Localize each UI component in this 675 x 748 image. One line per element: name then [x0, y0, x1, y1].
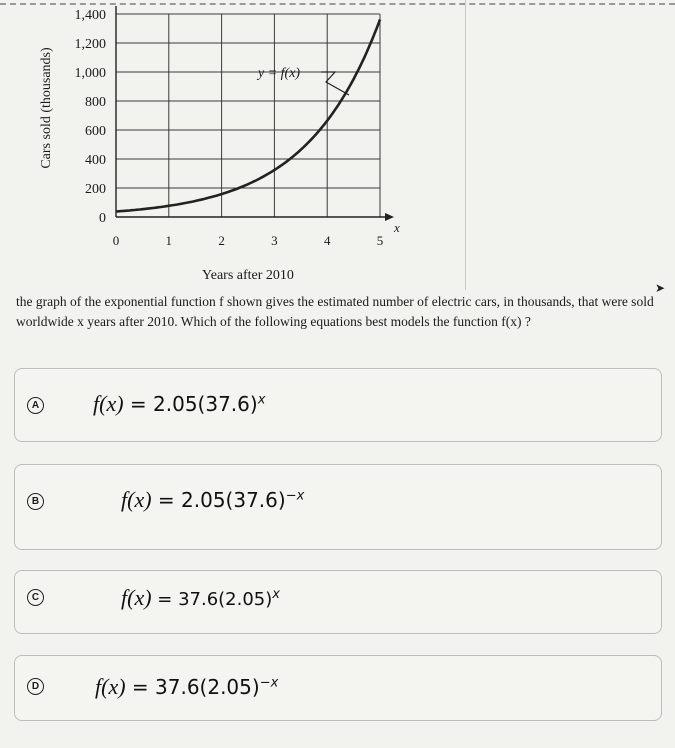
- y-tick-label: 1,000: [74, 66, 106, 81]
- curve-label: y = f(x): [258, 66, 301, 81]
- option-a-letter: A: [27, 397, 44, 414]
- x-axis-arrow: [385, 213, 394, 221]
- x-tick-labels: [113, 233, 384, 248]
- option-b[interactable]: [14, 464, 662, 550]
- y-axis-label: Cars sold (thousands): [39, 47, 54, 169]
- x-tick-label: 3: [271, 233, 278, 248]
- x-tick-label: 2: [218, 233, 225, 248]
- option-d-letter: D: [27, 678, 44, 695]
- option-a[interactable]: [14, 368, 662, 442]
- chart-axes: [116, 6, 394, 221]
- chart-grid: [116, 14, 380, 217]
- y-tick-label: 200: [85, 182, 106, 197]
- y-tick-label: 800: [85, 95, 106, 110]
- question-text: the graph of the exponential function f shown gives the estimated number of electric cars, in thousands, that were sold worldwide x years after 2010. Which of the following equations best models the function f(x) ?: [16, 294, 654, 329]
- y-tick-label: 1,400: [74, 8, 106, 23]
- x-tick-label: 0: [112, 233, 120, 248]
- option-c[interactable]: [14, 570, 662, 634]
- option-c-formula: $f(x) = 37.6(2.05)^x$: [121, 585, 280, 610]
- y-tick-labels: [75, 8, 107, 226]
- option-c-letter: C: [27, 589, 44, 606]
- series-line: [116, 20, 380, 212]
- x-tick-label: 5: [376, 233, 384, 248]
- x-tick-label: 1: [165, 233, 173, 248]
- option-d-formula: $f(x) = 37.6(2.05)^{-x}$: [95, 674, 279, 699]
- y-tick-label: 1,200: [74, 37, 106, 52]
- mouse-cursor-icon: ➤: [655, 281, 666, 295]
- option-a-formula: $f(x) = 2.05(37.6)^x$: [93, 391, 266, 416]
- option-b-formula: $f(x) = 2.05(37.6)^{-x}$: [121, 487, 305, 512]
- y-tick-label: 0: [99, 211, 106, 226]
- y-tick-label: 600: [85, 124, 106, 139]
- x-axis-symbol: x: [394, 220, 400, 235]
- option-b-letter: B: [27, 493, 44, 510]
- curve-label-pointer: [321, 72, 349, 95]
- x-axis-label: Years after 2010: [202, 268, 294, 283]
- x-tick-label: 4: [323, 233, 331, 248]
- exponential-chart: [0, 0, 470, 290]
- option-d[interactable]: [14, 655, 662, 721]
- y-tick-label: 400: [85, 153, 106, 168]
